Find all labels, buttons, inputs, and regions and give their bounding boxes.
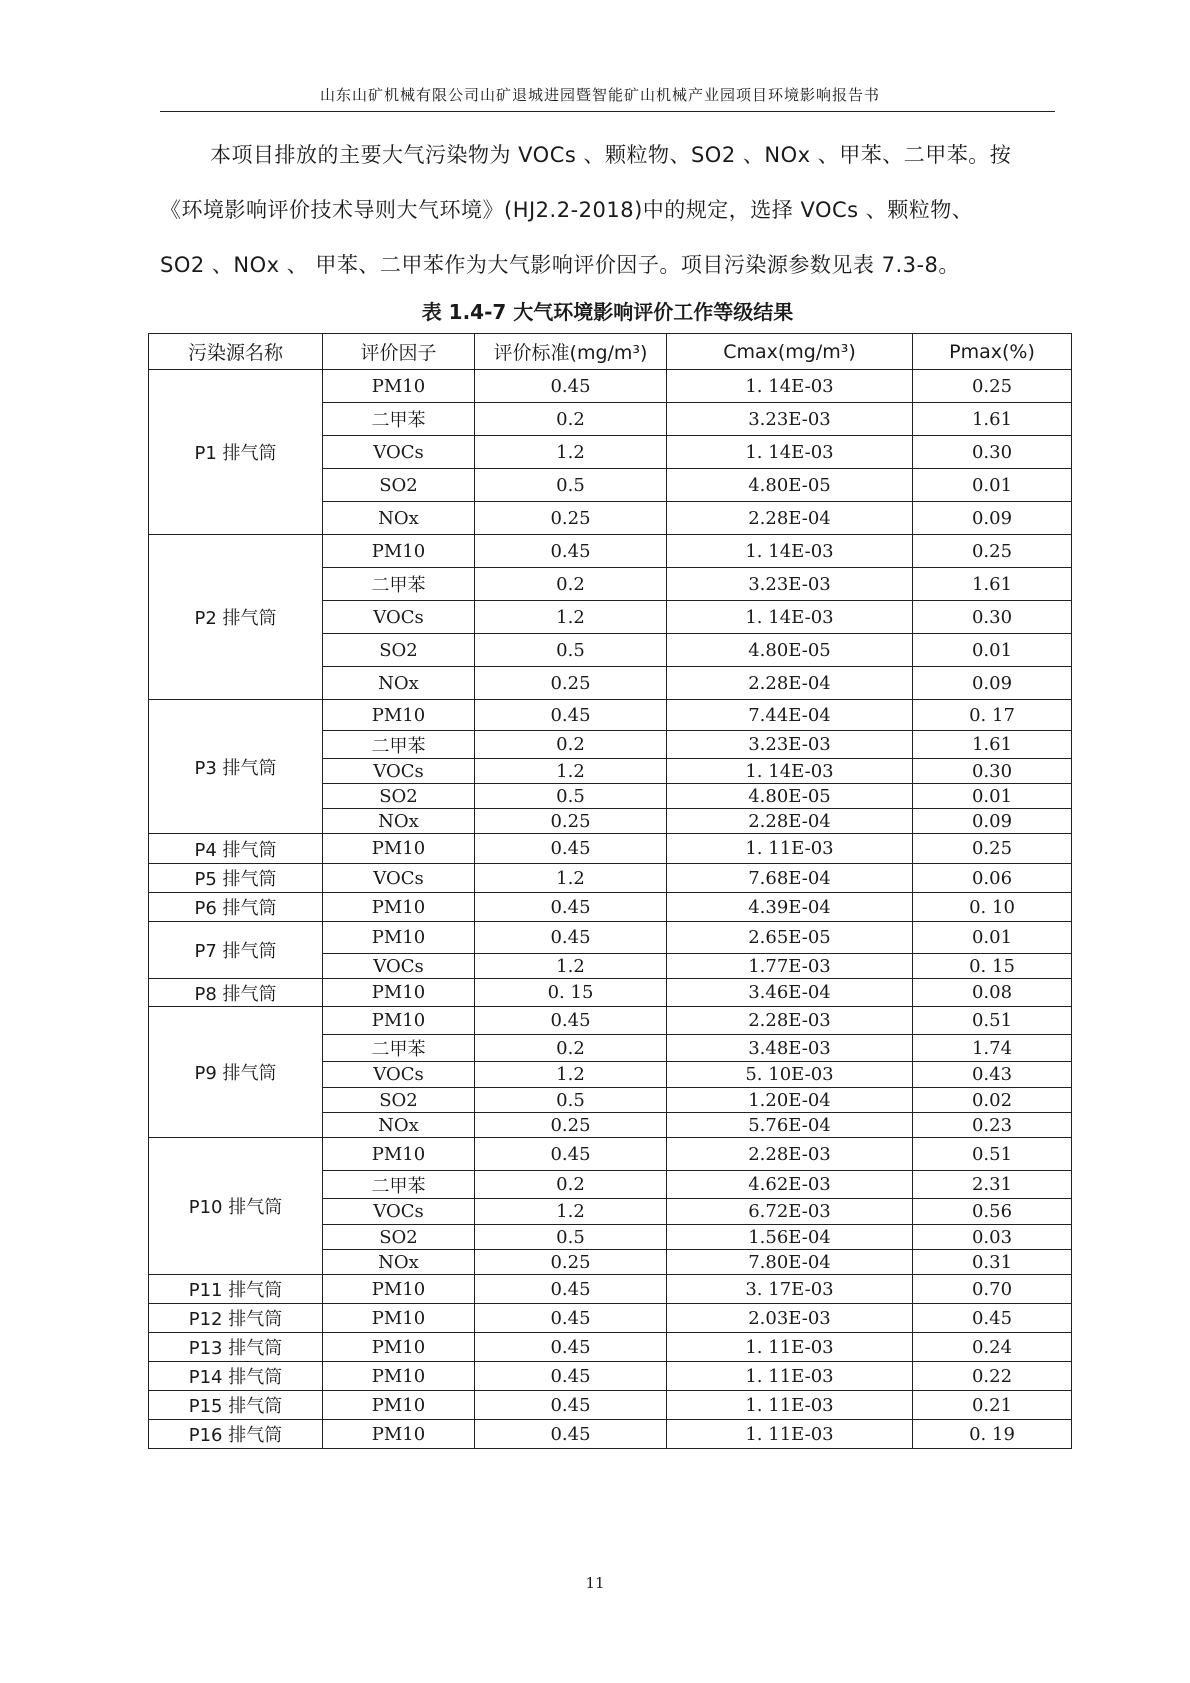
pmax-cell: 0.25 — [913, 535, 1072, 568]
standard-cell: 0.2 — [475, 731, 667, 759]
cmax-cell: 1. 11E-03 — [667, 1420, 913, 1449]
pmax-cell: 0.01 — [913, 469, 1072, 502]
table-header-row — [149, 334, 1072, 370]
table-row — [149, 893, 1072, 922]
factor-cell — [323, 1304, 475, 1333]
pmax-cell: 0.09 — [913, 502, 1072, 535]
standard-cell: 0.45 — [475, 1362, 667, 1391]
cmax-cell: 3.23E-03 — [667, 568, 913, 601]
factor-cell — [323, 1391, 475, 1420]
factor-label: PM10 — [371, 704, 426, 726]
factor-cell — [323, 1362, 475, 1391]
factor-cell — [323, 834, 475, 864]
cmax-cell: 3.23E-03 — [667, 403, 913, 436]
pmax-cell: 0. 17 — [913, 700, 1072, 731]
cmax-cell: 1.56E-04 — [667, 1225, 913, 1250]
cmax-cell: 2.03E-03 — [667, 1304, 913, 1333]
factor-label: PM10 — [371, 375, 426, 397]
pmax-cell: 0.06 — [913, 864, 1072, 893]
pmax-cell: 0.08 — [913, 979, 1072, 1007]
factor-label: SO2 — [379, 639, 418, 661]
pmax-cell: 0. 19 — [913, 1420, 1072, 1449]
factor-label: VOCs — [373, 606, 424, 628]
pmax-cell: 0.45 — [913, 1304, 1072, 1333]
factor-label: VOCs — [373, 760, 424, 782]
standard-cell: 1.2 — [475, 436, 667, 469]
table-row — [149, 1138, 1072, 1171]
cmax-cell: 2.28E-03 — [667, 1007, 913, 1035]
pmax-cell: 0.43 — [913, 1062, 1072, 1088]
factor-label: NOx — [378, 1114, 419, 1136]
factor-cell — [323, 601, 475, 634]
cmax-cell: 1. 11E-03 — [667, 1333, 913, 1362]
standard-cell: 0.2 — [475, 1171, 667, 1199]
standard-cell: 0.45 — [475, 1138, 667, 1171]
standard-cell: 0. 15 — [475, 979, 667, 1007]
cmax-cell: 4.80E-05 — [667, 469, 913, 502]
table-row — [149, 1420, 1072, 1449]
factor-label: 二甲苯 — [371, 1175, 426, 1197]
cmax-cell: 2.28E-04 — [667, 502, 913, 535]
cmax-cell: 7.44E-04 — [667, 700, 913, 731]
factor-label: NOx — [378, 1251, 419, 1273]
cmax-cell: 2.28E-04 — [667, 809, 913, 834]
standard-cell: 0.25 — [475, 809, 667, 834]
standard-cell: 0.45 — [475, 1391, 667, 1420]
cmax-cell: 7.80E-04 — [667, 1250, 913, 1275]
cmax-cell: 1. 14E-03 — [667, 759, 913, 784]
pmax-cell: 0.30 — [913, 759, 1072, 784]
cmax-cell: 2.28E-04 — [667, 667, 913, 700]
cmax-cell: 3. 17E-03 — [667, 1275, 913, 1304]
cmax-cell: 1.20E-04 — [667, 1088, 913, 1113]
pmax-cell: 0.22 — [913, 1362, 1072, 1391]
factor-label: VOCs — [373, 1064, 424, 1085]
factor-label: PM10 — [371, 1307, 426, 1329]
standard-cell: 1.2 — [475, 864, 667, 893]
standard-cell: 0.45 — [475, 834, 667, 864]
pmax-cell: 1.61 — [913, 403, 1072, 436]
header-rule — [160, 111, 1055, 112]
factor-cell — [323, 667, 475, 700]
table-row — [149, 370, 1072, 403]
standard-cell: 0.25 — [475, 1113, 667, 1138]
factor-cell — [323, 568, 475, 601]
standard-cell: 0.2 — [475, 568, 667, 601]
factor-cell — [323, 1171, 475, 1199]
factor-label: PM10 — [371, 838, 426, 859]
factor-label: PM10 — [371, 1336, 426, 1358]
factor-cell — [323, 436, 475, 469]
cmax-cell: 2.28E-03 — [667, 1138, 913, 1171]
factor-cell — [323, 1420, 475, 1449]
pmax-cell: 2.31 — [913, 1171, 1072, 1199]
factor-label: SO2 — [379, 1089, 418, 1111]
standard-cell: 0.5 — [475, 1088, 667, 1113]
factor-label: SO2 — [379, 474, 418, 496]
standard-cell: 0.45 — [475, 1007, 667, 1035]
header-standard: 评价标准(mg/m³) — [475, 334, 667, 370]
standard-cell: 0.45 — [475, 370, 667, 403]
factor-cell — [323, 922, 475, 954]
factor-cell — [323, 370, 475, 403]
pmax-cell: 0.01 — [913, 784, 1072, 809]
cmax-cell: 4.80E-05 — [667, 634, 913, 667]
cmax-cell: 1. 14E-03 — [667, 601, 913, 634]
factor-cell — [323, 1007, 475, 1035]
factor-label: VOCs — [373, 441, 424, 463]
factor-label: PM10 — [371, 1010, 426, 1031]
factor-cell — [323, 954, 475, 979]
table-row — [149, 1007, 1072, 1035]
factor-cell — [323, 535, 475, 568]
factor-cell — [323, 864, 475, 893]
factor-cell — [323, 1333, 475, 1362]
standard-cell: 0.45 — [475, 922, 667, 954]
source-cell: P16 排气筒 — [149, 1420, 323, 1449]
pmax-cell: 0.30 — [913, 436, 1072, 469]
pmax-cell: 0.31 — [913, 1250, 1072, 1275]
factor-label: 二甲苯 — [371, 575, 426, 596]
standard-cell: 0.45 — [475, 1304, 667, 1333]
standard-cell: 1.2 — [475, 1199, 667, 1225]
table-body — [149, 370, 1072, 1449]
standard-cell: 1.2 — [475, 954, 667, 979]
cmax-cell: 5.76E-04 — [667, 1113, 913, 1138]
source-cell: P8 排气筒 — [149, 979, 323, 1007]
factor-cell — [323, 1088, 475, 1113]
pmax-cell: 0.25 — [913, 834, 1072, 864]
standard-cell: 0.5 — [475, 1225, 667, 1250]
pmax-cell: 0. 15 — [913, 954, 1072, 979]
source-cell: P1 排气筒 — [149, 370, 323, 535]
standard-cell: 0.25 — [475, 667, 667, 700]
factor-cell — [323, 979, 475, 1007]
standard-cell: 0.45 — [475, 893, 667, 922]
pmax-cell: 1.61 — [913, 731, 1072, 759]
factor-label: NOx — [378, 672, 419, 694]
pmax-cell: 0. 10 — [913, 893, 1072, 922]
factor-label: VOCs — [373, 1201, 424, 1222]
factor-label: PM10 — [371, 1423, 426, 1445]
standard-cell: 1.2 — [475, 1062, 667, 1088]
cmax-cell: 4.62E-03 — [667, 1171, 913, 1199]
source-cell: P7 排气筒 — [149, 922, 323, 979]
standard-cell: 0.25 — [475, 1250, 667, 1275]
factor-label: PM10 — [371, 1394, 426, 1416]
factor-cell — [323, 700, 475, 731]
factor-cell — [323, 809, 475, 834]
factor-cell — [323, 1250, 475, 1275]
document-header: 山东山矿机械有限公司山矿退城进园暨智能矿山机械产业园项目环境影响报告书 — [319, 86, 880, 104]
standard-cell: 0.5 — [475, 784, 667, 809]
pmax-cell: 0.24 — [913, 1333, 1072, 1362]
table-row — [149, 922, 1072, 954]
pmax-cell: 0.51 — [913, 1138, 1072, 1171]
standard-cell: 1.2 — [475, 759, 667, 784]
factor-label: PM10 — [371, 1365, 426, 1387]
pmax-cell: 0.01 — [913, 634, 1072, 667]
paragraph-line-3: SO2 、NOx 、 甲苯、二甲苯作为大气影响评价因子。项目污染源参数见表 7.3-8。 — [160, 253, 960, 277]
table-row — [149, 1362, 1072, 1391]
source-cell: P15 排气筒 — [149, 1391, 323, 1420]
pmax-cell: 0.02 — [913, 1088, 1072, 1113]
table-row — [149, 834, 1072, 864]
table-row — [149, 1391, 1072, 1420]
pmax-cell: 1.61 — [913, 568, 1072, 601]
factor-cell — [323, 1275, 475, 1304]
factor-label: PM10 — [371, 982, 426, 1003]
cmax-cell: 7.68E-04 — [667, 864, 913, 893]
table-title: 表 1.4-7 大气环境影响评价工作等级结果 — [421, 300, 794, 324]
cmax-cell: 3.23E-03 — [667, 731, 913, 759]
factor-cell — [323, 731, 475, 759]
source-cell: P9 排气筒 — [149, 1007, 323, 1138]
factor-label: PM10 — [371, 896, 426, 918]
page-number: 11 — [585, 1574, 605, 1592]
cmax-cell: 5. 10E-03 — [667, 1062, 913, 1088]
cmax-cell: 1. 14E-03 — [667, 436, 913, 469]
standard-cell: 0.45 — [475, 1333, 667, 1362]
table-row — [149, 1304, 1072, 1333]
table-row — [149, 979, 1072, 1007]
paragraph-line-1: 本项目排放的主要大气污染物为 VOCs 、颗粒物、SO2 、NOx 、甲苯、二甲苯。按 — [210, 143, 1012, 167]
factor-cell — [323, 1199, 475, 1225]
factor-label: 二甲苯 — [371, 410, 426, 431]
standard-cell: 0.5 — [475, 634, 667, 667]
factor-label: 二甲苯 — [371, 1039, 426, 1060]
source-cell: P2 排气筒 — [149, 535, 323, 700]
standard-cell: 0.45 — [475, 1275, 667, 1304]
pmax-cell: 0.51 — [913, 1007, 1072, 1035]
cmax-cell: 6.72E-03 — [667, 1199, 913, 1225]
pmax-cell: 0.03 — [913, 1225, 1072, 1250]
source-cell: P5 排气筒 — [149, 864, 323, 893]
pmax-cell: 0.23 — [913, 1113, 1072, 1138]
cmax-cell: 3.48E-03 — [667, 1035, 913, 1062]
factor-cell — [323, 403, 475, 436]
factor-label: VOCs — [373, 867, 424, 889]
header-cmax: Cmax(mg/m³) — [667, 334, 913, 370]
cmax-cell: 4.80E-05 — [667, 784, 913, 809]
standard-cell: 0.2 — [475, 403, 667, 436]
pmax-cell: 0.25 — [913, 370, 1072, 403]
source-cell: P4 排气筒 — [149, 834, 323, 864]
source-cell: P12 排气筒 — [149, 1304, 323, 1333]
pmax-cell: 0.70 — [913, 1275, 1072, 1304]
cmax-cell: 1. 11E-03 — [667, 1362, 913, 1391]
header-factor: 评价因子 — [323, 334, 475, 370]
factor-label: SO2 — [379, 1226, 418, 1248]
factor-cell — [323, 784, 475, 809]
factor-cell — [323, 1225, 475, 1250]
standard-cell: 0.25 — [475, 502, 667, 535]
factor-cell — [323, 893, 475, 922]
factor-cell — [323, 502, 475, 535]
factor-cell — [323, 1138, 475, 1171]
factor-label: PM10 — [371, 1278, 426, 1300]
standard-cell: 0.45 — [475, 535, 667, 568]
pmax-cell: 0.56 — [913, 1199, 1072, 1225]
pmax-cell: 0.30 — [913, 601, 1072, 634]
pmax-cell: 0.01 — [913, 922, 1072, 954]
source-cell: P11 排气筒 — [149, 1275, 323, 1304]
evaluation-table — [148, 333, 1072, 1449]
factor-cell — [323, 1035, 475, 1062]
cmax-cell: 1.77E-03 — [667, 954, 913, 979]
table-row — [149, 700, 1072, 731]
factor-cell — [323, 759, 475, 784]
factor-cell — [323, 634, 475, 667]
factor-label: NOx — [378, 507, 419, 529]
factor-label: PM10 — [371, 927, 426, 948]
source-cell: P3 排气筒 — [149, 700, 323, 834]
factor-label: SO2 — [379, 785, 418, 807]
factor-label: PM10 — [371, 540, 426, 562]
cmax-cell: 2.65E-05 — [667, 922, 913, 954]
source-cell: P10 排气筒 — [149, 1138, 323, 1275]
standard-cell: 0.2 — [475, 1035, 667, 1062]
standard-cell: 1.2 — [475, 601, 667, 634]
factor-label: PM10 — [371, 1143, 426, 1165]
factor-label: 二甲苯 — [371, 735, 426, 757]
pmax-cell: 1.74 — [913, 1035, 1072, 1062]
source-cell: P6 排气筒 — [149, 893, 323, 922]
pmax-cell: 0.21 — [913, 1391, 1072, 1420]
cmax-cell: 1. 11E-03 — [667, 834, 913, 864]
standard-cell: 0.45 — [475, 700, 667, 731]
cmax-cell: 1. 14E-03 — [667, 535, 913, 568]
standard-cell: 0.5 — [475, 469, 667, 502]
cmax-cell: 4.39E-04 — [667, 893, 913, 922]
source-cell: P14 排气筒 — [149, 1362, 323, 1391]
pmax-cell: 0.09 — [913, 809, 1072, 834]
header-pmax: Pmax(%) — [913, 334, 1072, 370]
cmax-cell: 1. 14E-03 — [667, 370, 913, 403]
factor-cell — [323, 469, 475, 502]
table-row — [149, 1275, 1072, 1304]
table-row — [149, 1333, 1072, 1362]
factor-label: VOCs — [373, 955, 424, 977]
pmax-cell: 0.09 — [913, 667, 1072, 700]
table-row — [149, 864, 1072, 893]
standard-cell: 0.45 — [475, 1420, 667, 1449]
table-row — [149, 535, 1072, 568]
header-source: 污染源名称 — [149, 334, 323, 370]
source-cell: P13 排气筒 — [149, 1333, 323, 1362]
cmax-cell: 3.46E-04 — [667, 979, 913, 1007]
factor-label: NOx — [378, 810, 419, 832]
factor-cell — [323, 1113, 475, 1138]
paragraph-line-2: 《环境影响评价技术导则大气环境》(HJ2.2-2018)中的规定，选择 VOCs 、颗粒物、 — [160, 198, 974, 222]
factor-cell — [323, 1062, 475, 1088]
cmax-cell: 1. 11E-03 — [667, 1391, 913, 1420]
